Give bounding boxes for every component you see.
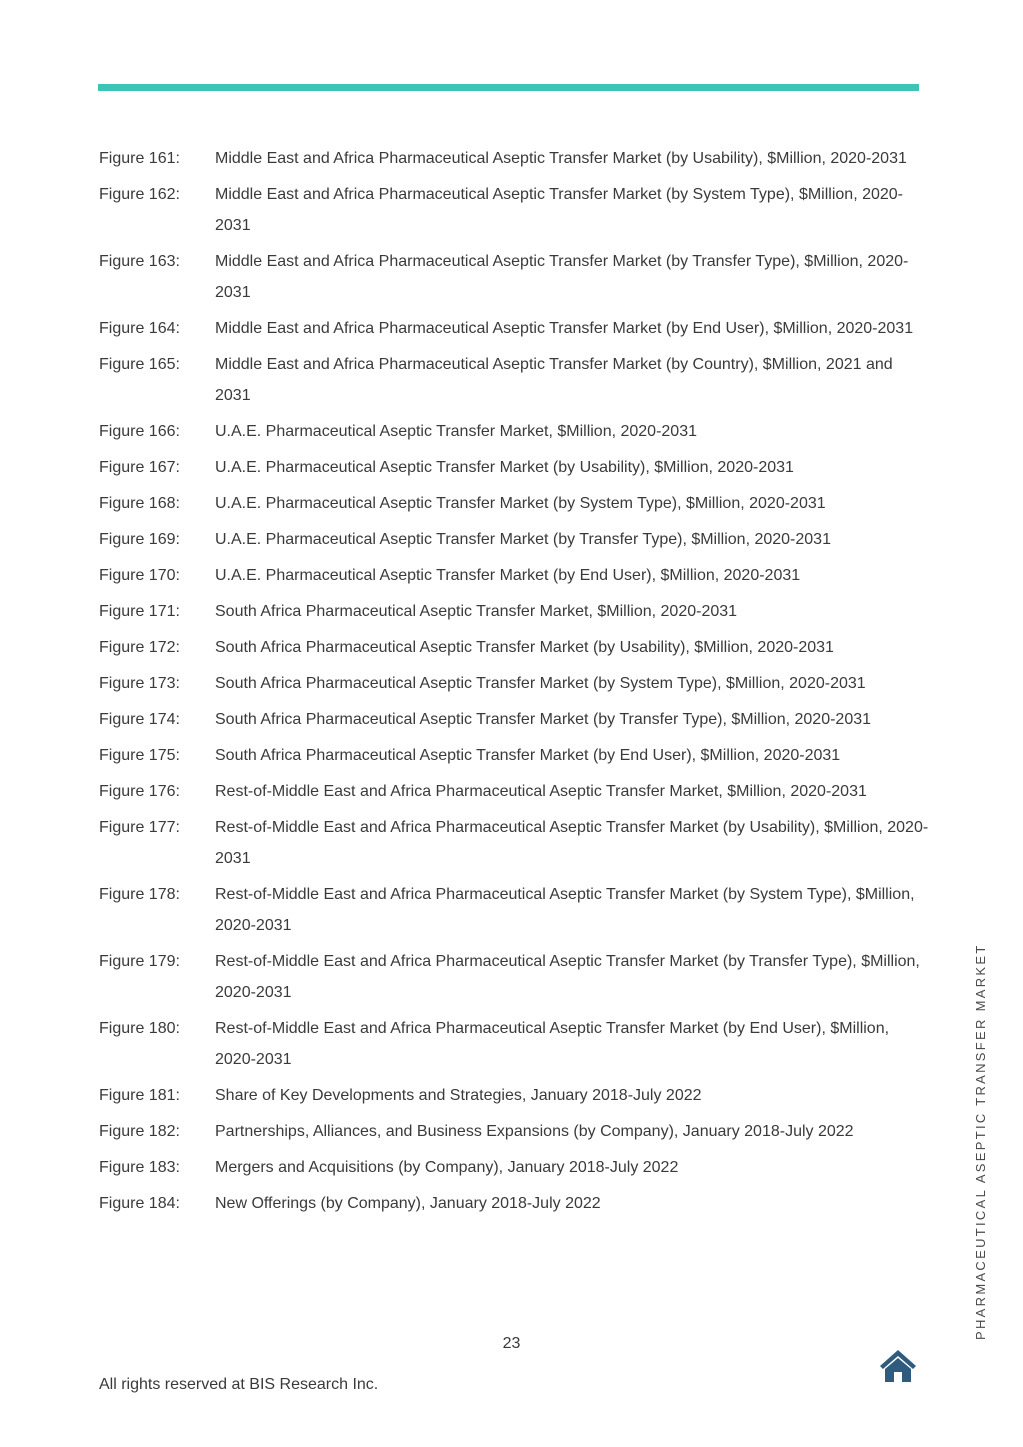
list-of-figures [99, 143, 929, 1224]
figure-entry[interactable] [99, 632, 929, 663]
figure-title: Rest-of-Middle East and Africa Pharmaceutical Aseptic Transfer Market (by End User), $Million, 2020-2031 [215, 1020, 890, 1068]
figure-entry[interactable] [99, 143, 929, 174]
figure-title: Rest-of-Middle East and Africa Pharmaceutical Aseptic Transfer Market, $Million, 2020-2031 [215, 783, 867, 800]
figure-title: U.A.E. Pharmaceutical Aseptic Transfer Market (by End User), $Million, 2020-2031 [215, 567, 801, 584]
figure-entry[interactable] [99, 879, 929, 941]
figure-title: Partnerships, Alliances, and Business Expansions (by Company), January 2018-July 2022 [215, 1123, 854, 1140]
figure-entry[interactable] [99, 596, 929, 627]
figure-title: South Africa Pharmaceutical Aseptic Transfer Market (by Transfer Type), $Million, 2020-2031 [215, 711, 872, 728]
figure-number: Figure 170: [99, 567, 180, 584]
figure-title: Mergers and Acquisitions (by Company), January 2018-July 2022 [215, 1159, 679, 1176]
figure-number: Figure 167: [99, 459, 180, 476]
figure-title: U.A.E. Pharmaceutical Aseptic Transfer Market (by System Type), $Million, 2020-2031 [215, 495, 826, 512]
figure-number: Figure 175: [99, 747, 180, 764]
footer-copyright: All rights reserved at BIS Research Inc. [99, 1376, 379, 1393]
figure-title: Middle East and Africa Pharmaceutical Aseptic Transfer Market (by System Type), $Million, 2020-2031 [215, 186, 903, 234]
home-button[interactable] [878, 1348, 918, 1384]
home-icon [878, 1348, 918, 1384]
figure-number: Figure 172: [99, 639, 180, 656]
figure-entry[interactable] [99, 560, 929, 591]
figure-number: Figure 181: [99, 1087, 180, 1104]
figure-title: South Africa Pharmaceutical Aseptic Transfer Market, $Million, 2020-2031 [215, 603, 738, 620]
figure-number: Figure 165: [99, 356, 180, 373]
figure-entry[interactable] [99, 488, 929, 519]
figure-number: Figure 184: [99, 1195, 180, 1212]
figure-number: Figure 183: [99, 1159, 180, 1176]
figure-number: Figure 173: [99, 675, 180, 692]
figure-entry[interactable] [99, 524, 929, 555]
report-side-title: PHARMACEUTICAL ASEPTIC TRANSFER MARKET [973, 943, 988, 1340]
header-accent-rule [98, 84, 919, 91]
figure-number: Figure 168: [99, 495, 180, 512]
figure-entry[interactable] [99, 740, 929, 771]
figure-number: Figure 166: [99, 423, 180, 440]
figure-entry[interactable] [99, 946, 929, 1008]
figure-title: New Offerings (by Company), January 2018-July 2022 [215, 1195, 601, 1212]
figure-number: Figure 179: [99, 953, 180, 970]
figure-entry[interactable] [99, 812, 929, 874]
figure-number: Figure 169: [99, 531, 180, 548]
figure-number: Figure 174: [99, 711, 180, 728]
figure-title: U.A.E. Pharmaceutical Aseptic Transfer Market, $Million, 2020-2031 [215, 423, 697, 440]
figure-entry[interactable] [99, 416, 929, 447]
figure-title: Middle East and Africa Pharmaceutical Aseptic Transfer Market (by End User), $Million, 2020-2031 [215, 320, 914, 337]
figure-title: U.A.E. Pharmaceutical Aseptic Transfer Market (by Transfer Type), $Million, 2020-2031 [215, 531, 831, 548]
figure-title: South Africa Pharmaceutical Aseptic Transfer Market (by End User), $Million, 2020-2031 [215, 747, 841, 764]
figure-number: Figure 161: [99, 150, 180, 167]
figure-number: Figure 163: [99, 253, 180, 270]
figure-entry[interactable] [99, 179, 929, 241]
figure-entry[interactable] [99, 668, 929, 699]
figure-entry[interactable] [99, 776, 929, 807]
figure-title: Rest-of-Middle East and Africa Pharmaceutical Aseptic Transfer Market (by Usability), $Million, 2020-2031 [215, 819, 929, 867]
figure-entry[interactable] [99, 452, 929, 483]
figure-title: U.A.E. Pharmaceutical Aseptic Transfer Market (by Usability), $Million, 2020-2031 [215, 459, 794, 476]
figure-entry[interactable] [99, 1013, 929, 1075]
figure-entry[interactable] [99, 704, 929, 735]
figure-title: South Africa Pharmaceutical Aseptic Transfer Market (by System Type), $Million, 2020-2031 [215, 675, 866, 692]
figure-number: Figure 164: [99, 320, 180, 337]
figure-number: Figure 162: [99, 186, 180, 203]
figure-title: South Africa Pharmaceutical Aseptic Transfer Market (by Usability), $Million, 2020-2031 [215, 639, 834, 656]
figure-entry[interactable] [99, 1152, 929, 1183]
figure-title: Rest-of-Middle East and Africa Pharmaceutical Aseptic Transfer Market (by Transfer Type), $Million, 2020-2031 [215, 953, 920, 1001]
figure-entry[interactable] [99, 1116, 929, 1147]
figure-number: Figure 171: [99, 603, 180, 620]
figure-entry[interactable] [99, 246, 929, 308]
figure-title: Middle East and Africa Pharmaceutical Aseptic Transfer Market (by Country), $Million, 2021 and 2031 [215, 356, 893, 404]
figure-title: Middle East and Africa Pharmaceutical Aseptic Transfer Market (by Transfer Type), $Million, 2020-2031 [215, 253, 909, 301]
figure-number: Figure 180: [99, 1020, 180, 1037]
figure-number: Figure 176: [99, 783, 180, 800]
figure-entry[interactable] [99, 349, 929, 411]
figure-number: Figure 182: [99, 1123, 180, 1140]
figure-title: Middle East and Africa Pharmaceutical Aseptic Transfer Market (by Usability), $Million, 2020-2031 [215, 150, 907, 167]
figure-title: Rest-of-Middle East and Africa Pharmaceutical Aseptic Transfer Market (by System Type), $Million, 2020-2031 [215, 886, 915, 934]
figure-number: Figure 177: [99, 819, 180, 836]
page-number: 23 [502, 1335, 521, 1352]
figure-entry[interactable] [99, 1188, 929, 1219]
figure-entry[interactable] [99, 1080, 929, 1111]
figure-title: Share of Key Developments and Strategies, January 2018-July 2022 [215, 1087, 702, 1104]
figure-number: Figure 178: [99, 886, 180, 903]
figure-entry[interactable] [99, 313, 929, 344]
